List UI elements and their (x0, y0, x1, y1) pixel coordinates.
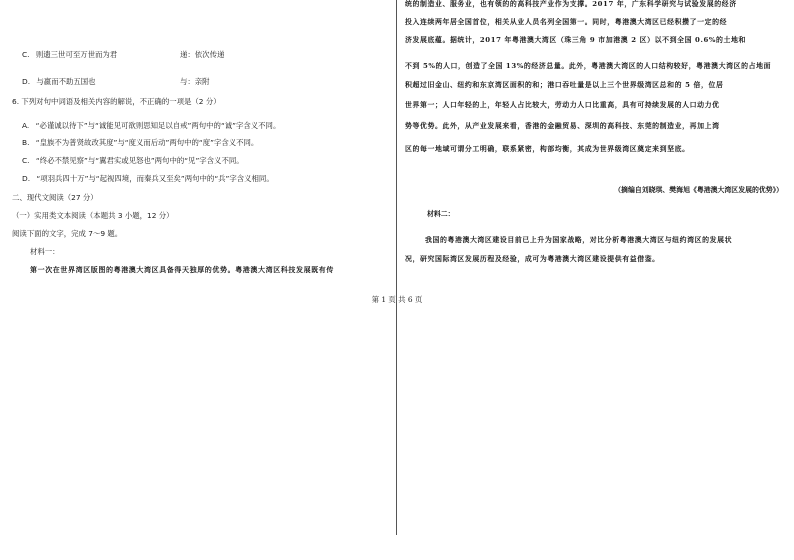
subsection-heading: （一）实用类文本阅读（本题共 3 小题，12 分） (12, 211, 174, 220)
material-1-line: 区的每一地域可谓分工明确，联系紧密，构部均衡，其成为世界级湾区奠定来到坚底。 (405, 145, 690, 153)
q6-option-d (22, 174, 274, 183)
material-2-label: 材料二： (427, 210, 455, 218)
option-label: B. (22, 138, 30, 147)
option-label: C. (22, 50, 30, 59)
page-footer: 第 1 页 共 6 页 (371, 295, 423, 304)
column-divider (396, 0, 397, 535)
material-1-line: 积超过旧金山、纽约和东京湾区面积的和；港口吞吐量是以上三个世界级湾区总和的 5 倍，位居 (405, 81, 724, 89)
q5-option-d-gloss: 与：亲附 (180, 77, 210, 86)
option-text: “皇族不为普贤故改其度”与“度义而后动”两句中的“度”字含义不同。 (35, 138, 259, 147)
option-label: D. (22, 174, 31, 183)
material-1-line: 势等优势。此外，从产业发展来看，香港的金融贸易、深圳的高科技、东莞的制造业，再加上湾 (405, 122, 720, 130)
section-heading: 二、现代文阅读（27 分） (12, 193, 98, 202)
q6-option-c (22, 156, 244, 165)
material-1-label: 材料一： (30, 247, 60, 256)
material-2-line: 我国的粤港澳大湾区建设目前已上升为国家战略，对比分析粤港澳大湾区与纽约湾区的发展状 (425, 236, 733, 244)
option-text: “终必不禁见察”与“翼君实或见怒也”两句中的“见”字含义不同。 (35, 156, 244, 165)
option-text: 则遗三世可至万世而为君 (35, 50, 118, 59)
source-citation: （摘编自刘晓琪、樊海旭《粤港澳大湾区发展的优势》） (614, 186, 783, 194)
option-text: 与嬴而不助五国也 (36, 77, 96, 86)
q5-option-c (22, 50, 117, 59)
question-6-stem: 6. 下列对句中词语及相关内容的解说，不正确的一项是（2 分） (12, 97, 221, 106)
material-1-line: 济发展底蕴。据统计，2017 年粤港澳大湾区（珠三角 9 市加港澳 2 区）以不到全国 0.6%的土地和 (405, 36, 746, 44)
reading-instruction: 阅读下面的文字，完成 7～9 题。 (12, 229, 123, 238)
option-label: C. (22, 156, 30, 165)
material-1-line: 不到 5%的人口，创造了全国 13%的经济总量。此外，粤港澳大湾区的人口结构较好，粤港澳大湾区的占地面 (405, 62, 772, 70)
q6-option-a (22, 121, 280, 130)
option-text: “必谨诚以待下”与“诚能见可欲则思知足以自戒”两句中的“诚”字含义不同。 (35, 121, 281, 130)
material-1-line: 投入连续两年居全国首位，相关从业人员名列全国第一。同时，粤港澳大湾区已经积攒了一定的经 (405, 18, 728, 26)
option-label: D. (22, 77, 31, 86)
option-label: A. (22, 121, 30, 130)
material-1-line: 世界第一；人口年轻的上，年轻人占比较大，劳动力人口比重高，具有可持续发展的人口动力优 (405, 101, 720, 109)
q5-option-d (22, 77, 96, 86)
option-text: “项羽兵四十万”与“起视四境，而秦兵又至矣”两句中的“兵”字含义相同。 (36, 174, 274, 183)
q5-option-c-gloss: 递：依次传递 (180, 50, 225, 59)
material-1-text: 第一次在世界湾区版图的粤港澳大湾区具备得天独厚的优势。粤港澳大湾区科技发展既有传 (30, 265, 334, 274)
q6-option-b (22, 138, 258, 147)
material-2-line: 况，研究国际湾区发展历程及经验，成可为粤港澳大湾区建设提供有益借鉴。 (405, 255, 660, 263)
material-1-line: 统的制造业、服务业，也有领的的高科技产业作为支撑。2017 年，广东科学研究与试验发展的经济 (405, 0, 737, 8)
